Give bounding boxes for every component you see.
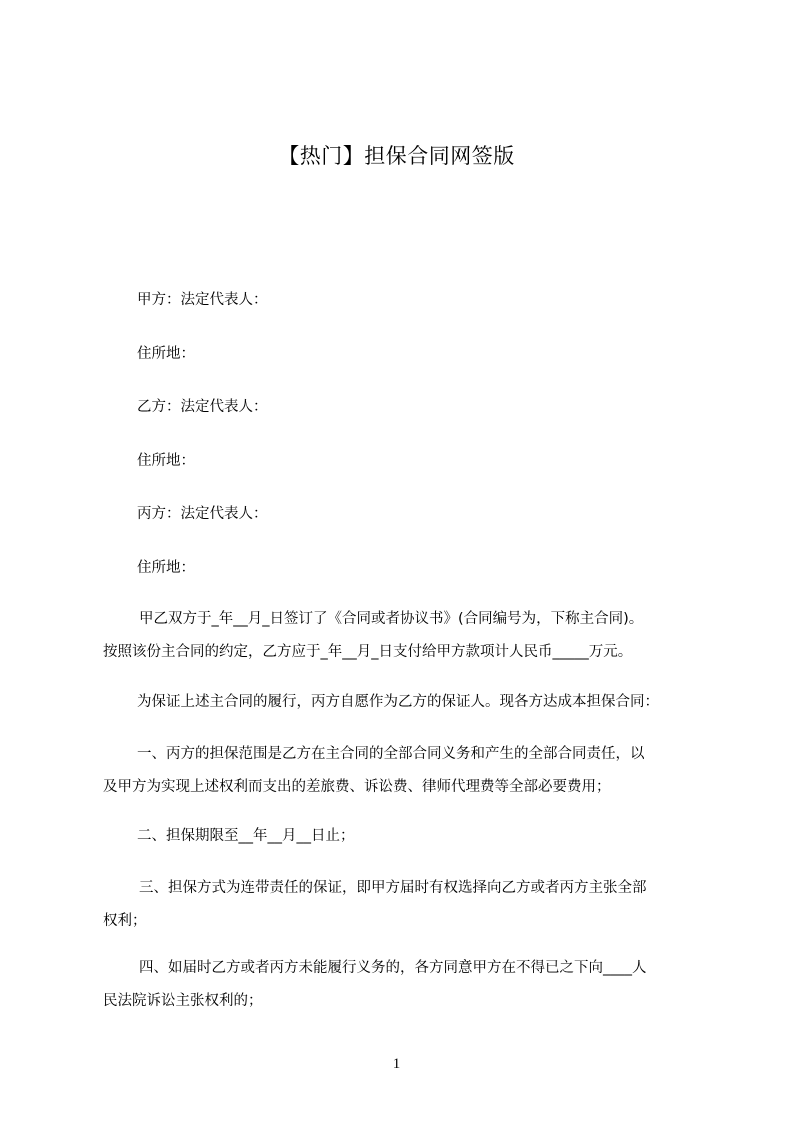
party-c-address-line: 住所地： [137, 560, 195, 576]
party-c-line: 丙方：法定代表人： [137, 506, 268, 522]
party-b-address-line: 住所地： [137, 453, 195, 469]
paragraph-5 [103, 872, 647, 938]
paragraph-1-line-2: 按照该份主合同的约定，乙方应于_年__月_日支付给甲方款项计人民币_____万元。 [103, 644, 633, 660]
paragraph-6-line-1: 四、如届时乙方或者丙方未能履行义务的，各方同意甲方在不得已之下向____人 [139, 960, 647, 976]
paragraph-3-line-2: 及甲方为实现上述权利而支出的差旅费、诉讼费、律师代理费等全部必要费用； [103, 779, 611, 795]
page-title: 【热门】担保合同网签版 [278, 144, 515, 168]
party-a-line: 甲方：法定代表人： [137, 292, 268, 308]
paragraph-1 [103, 603, 643, 669]
paragraph-5-line-1: 三、担保方式为连带责任的保证，即甲方届时有权选择向乙方或者丙方主张全部 [139, 880, 647, 896]
paragraph-2: 为保证上述主合同的履行，丙方自愿作为乙方的保证人。现各方达成本担保合同： [137, 694, 659, 710]
paragraph-1-line-1: 甲乙双方于_年__月_日签订了《合同或者协议书》(合同编号为，下称主合同)。 [139, 611, 644, 627]
paragraph-3 [103, 738, 645, 804]
paragraph-5-line-2: 权利； [103, 913, 147, 929]
party-b-line: 乙方：法定代表人： [137, 399, 268, 415]
party-a-address-line: 住所地： [137, 346, 195, 362]
page-number: 1 [392, 1056, 401, 1072]
paragraph-3-line-1: 一、丙方的担保范围是乙方在主合同的全部合同义务和产生的全部合同责任，以 [137, 746, 645, 762]
paragraph-4: 二、担保期限至__年__月__日止； [137, 828, 355, 844]
paragraph-6 [103, 952, 647, 1018]
paragraph-6-line-2: 民法院诉讼主张权利的； [103, 993, 263, 1009]
